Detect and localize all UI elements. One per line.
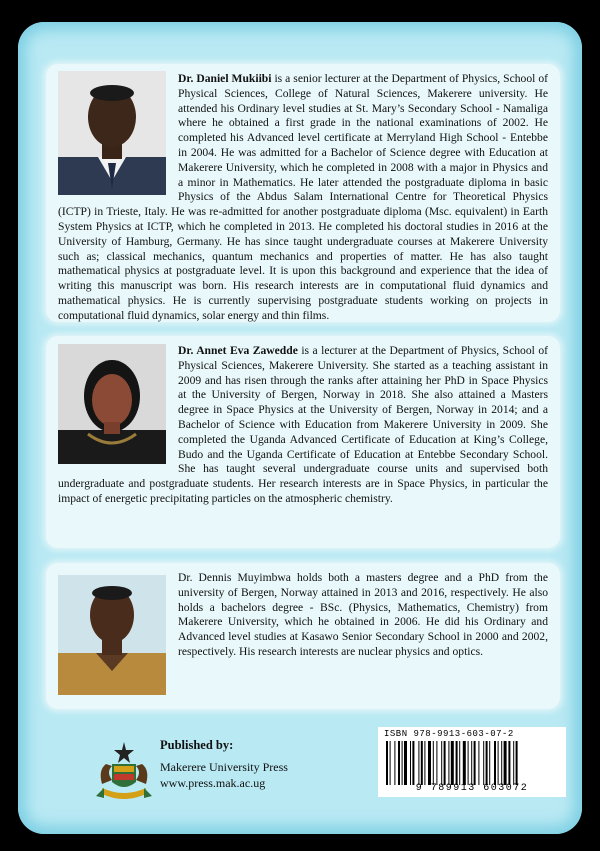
makerere-crest-logo: [92, 736, 156, 806]
publisher-website: www.press.mak.ac.ug: [160, 776, 266, 790]
isbn-barcode: [378, 727, 566, 797]
author-text-muyimbwa: Dr. Dennis Muyimbwa holds both a masters degree and a PhD from the university of Bergen, Norway attained in 2013 and 2016, respectively. He also holds a bachelors degree - BSc. (Physics, Mathematics, Chemistry) from Makerere University, which he obtained in 2006. He did his Ordinary and Advanced level studies at Kasawo Senior Secondary School in 2000 and 2002, respectively. His research interests are nuclear physics and optics.: [178, 571, 548, 658]
author-photo-mukiibi: [58, 71, 166, 195]
barcode-bars: [386, 741, 558, 785]
barcode-digits: 9 789913 603072: [415, 783, 529, 794]
author-bio-zawedde: [46, 336, 560, 548]
isbn-label: ISBN 978-9913-603-07-2: [384, 729, 514, 739]
author-card-zawedde: [46, 336, 560, 548]
author-name-mukiibi: Dr. Daniel Mukiibi: [178, 72, 272, 85]
author-photo-muyimbwa: [58, 575, 166, 695]
publisher-label: Published by:: [160, 738, 234, 752]
author-name-zawedde: Dr. Annet Eva Zawedde: [178, 344, 298, 357]
publisher-name: Makerere University Press: [160, 760, 288, 774]
author-bio-muyimbwa: [46, 563, 560, 709]
author-bio-mukiibi: [46, 64, 560, 322]
author-text-mukiibi: is a senior lecturer at the Department of Physics, School of Physical Sciences, College of Natural Sciences, Makerere university. He attended his Ordinary level studies at St. Mary’s Secondary School - Namaliga where he obtained a first grade in the national examinations of 2002. He completed his Advanced level certificate at Merryland High School - Entebbe in 2004. He was admitted for a Bachelor of Science degree with Education at Makerere University, which he completed in 2008 with a major in Physics and a minor in Mathematics. He later attended the postgraduate diploma in basic Physics of the Abdus Salam International Centre for Theoretical Physics (ICTP) in Trieste, Italy. He was re-admitted for another postgraduate diploma (Msc. equivalent) in Earth System Physics at ICTP, which he completed in 2013. He completed his doctoral studies in 2016 at the University of Hamburg, Germany. He has since taught undergraduate courses at Makerere University such as; classical mechanics, quantum mechanics and properties of matter. He has also taught mathematical physics at postgraduate level. It is upon this background and experience that the idea of writing this manuscript was born. His research interests are in computational fluid dynamics and mathematical physics. He is currently supervising postgraduate students working on projects in computational fluid dynamics, solar energy and thin films.: [58, 72, 548, 322]
author-text-zawedde: is a lecturer at the Department of Physics, School of Physical Sciences, Makerere University. She started as a teaching assistant in 2009 and has risen through the ranks after attaining her PhD in Space Physics at the University of Bergen, Norway in 2018. She also attained a Masters degree in Space Physics at the University of Bergen, Norway in 2014; and a Bachelor of Science with Education from Makerere University in 2009. She completed the Uganda Advanced Certificate of Education at King’s College, Budo and the Uganda Certificate of Education at Entebbe Secondary School. She has taught several undergraduate course units and supervised both undergraduate and postgraduate students. Her research interests are in Space Physics, in particular the impact of energetic precipitating particles on the atmospheric chemistry.: [58, 344, 548, 505]
publisher-block: [92, 736, 312, 806]
author-card-muyimbwa: [46, 563, 560, 709]
author-card-mukiibi: [46, 64, 560, 322]
author-photo-zawedde: [58, 344, 166, 464]
